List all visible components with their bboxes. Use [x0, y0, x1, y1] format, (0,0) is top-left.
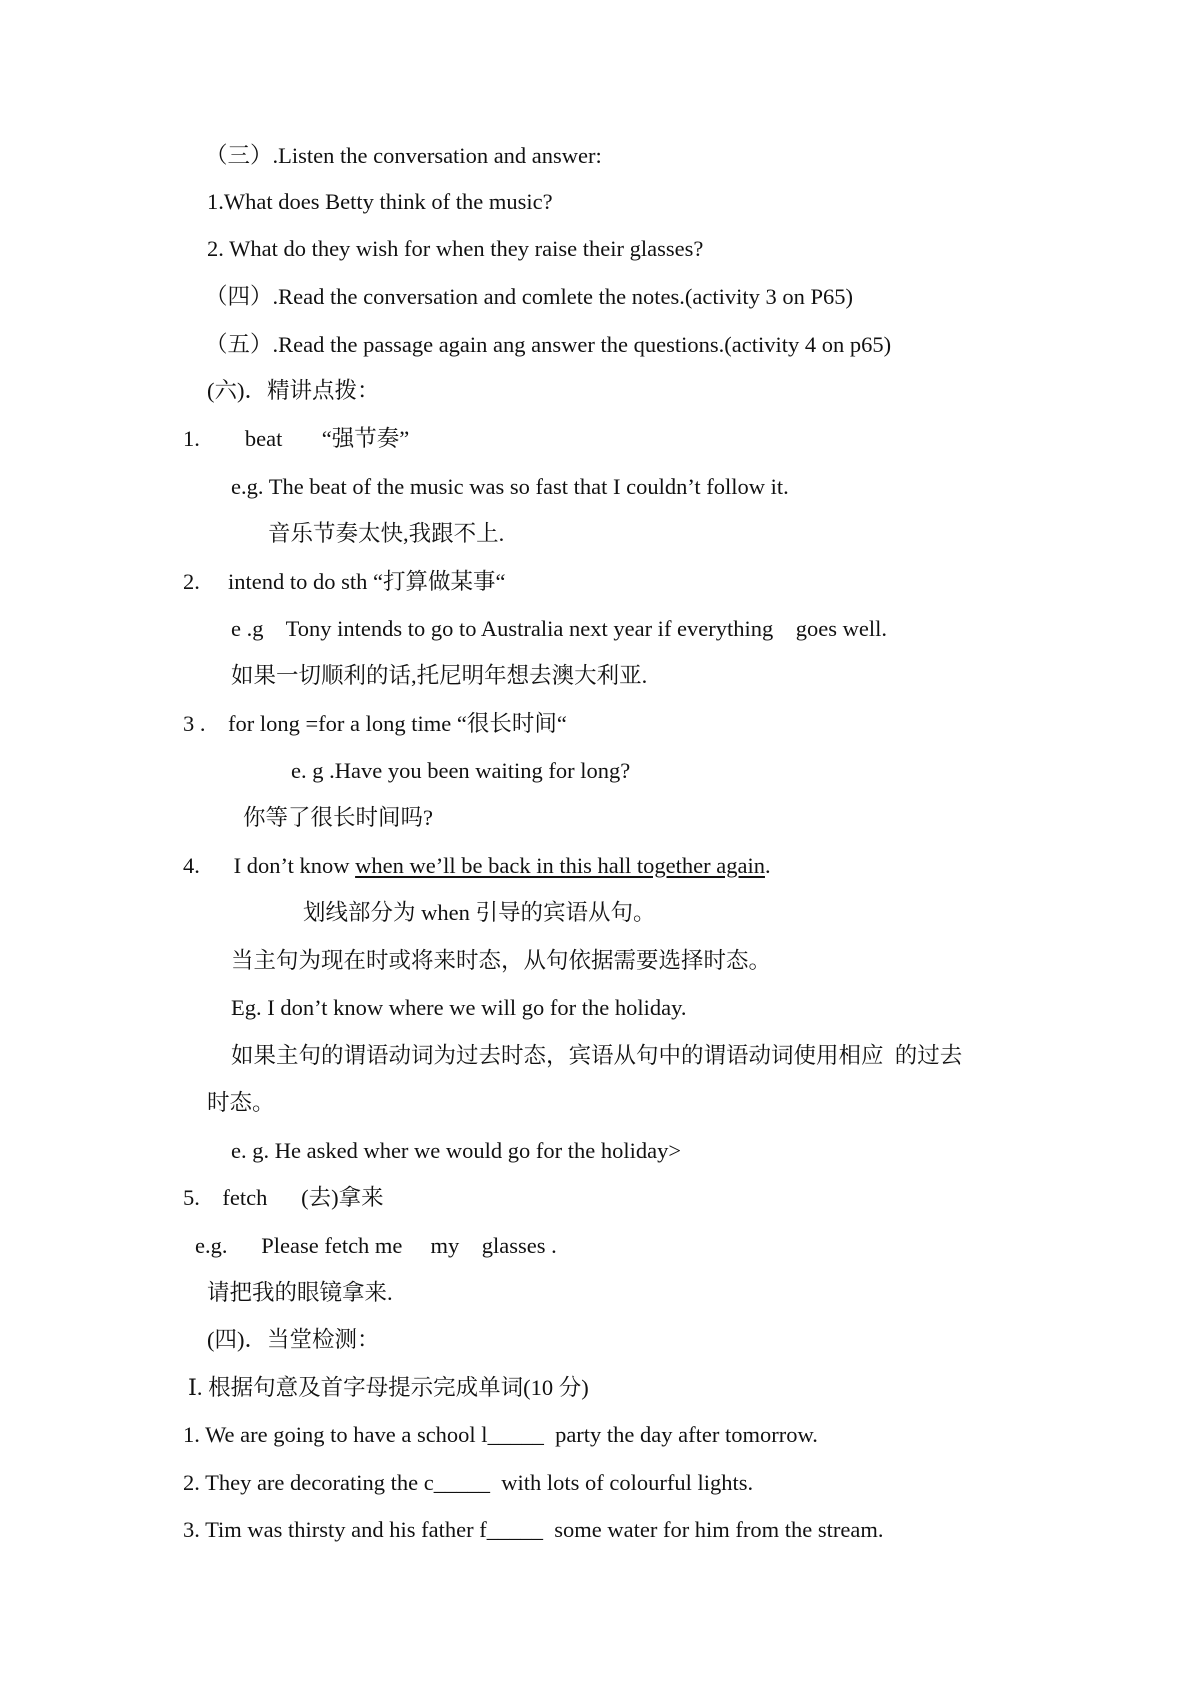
point-5-example: e.g. Please fetch me my glasses . [195, 1233, 557, 1258]
point-1-example: e.g. The beat of the music was so fast that I couldn’t follow it. [231, 474, 789, 499]
section-three-heading: （三）.Listen the conversation and answer: [205, 143, 602, 168]
point-4-rule-2: 如果主句的谓语动词为过去时态，宾语从句中的谓语动词使用相应 的过去 [231, 1043, 963, 1068]
point-4-suffix: . [764, 853, 771, 878]
point-2-intend: 2. intend to do sth “打算做某事“ [183, 569, 506, 594]
section-five-heading: （五）.Read the passage again ang answer the questions.(activity 4 on p65) [205, 332, 892, 357]
point-4-rule-1: 当主句为现在时或将来时态，从句依据需要选择时态。 [231, 948, 772, 973]
exercise-item-3: 3. Tim was thirsty and his father f_____ some water for him from the stream. [183, 1517, 884, 1542]
in-class-test-heading: (四)．当堂检测： [207, 1327, 380, 1352]
point-2-example: e .g Tony intends to go to Australia next year if everything goes well. [231, 616, 888, 641]
exercise-item-1: 1. We are going to have a school l_____ party the day after tomorrow. [183, 1422, 818, 1447]
point-3-for-long: 3 . for long =for a long time “很长时间“ [183, 711, 567, 736]
point-1-translation: 音乐节奏太快,我跟不上. [268, 521, 505, 546]
question-1: 1.What does Betty think of the music? [207, 189, 553, 214]
point-5-translation: 请把我的眼镜拿来. [207, 1280, 393, 1305]
section-six-heading: (六)．精讲点拨： [207, 378, 380, 403]
point-5-fetch: 5. fetch (去)拿来 [183, 1185, 384, 1210]
point-4-example-1: Eg. I don’t know where we will go for the holiday. [231, 995, 687, 1020]
point-3-translation: 你等了很长时间吗? [243, 805, 433, 830]
point-4-rule-2-continued: 时态。 [207, 1090, 275, 1115]
point-4-prefix: 4. I don’t know [183, 853, 356, 878]
exercise-item-2: 2. They are decorating the c_____ with lots of colourful lights. [183, 1470, 754, 1495]
section-four-heading: （四）.Read the conversation and comlete the notes.(activity 3 on P65) [205, 284, 853, 309]
point-1-beat: 1. beat “强节奏” [183, 426, 410, 451]
point-2-translation: 如果一切顺利的话,托尼明年想去澳大利亚. [231, 663, 648, 688]
point-3-example: e. g .Have you been waiting for long? [291, 758, 631, 783]
point-4-example-2: e. g. He asked wher we would go for the holiday> [231, 1138, 682, 1163]
point-4-underlined-clause: when we’ll be back in this hall together again [355, 853, 765, 878]
point-4-note: 划线部分为 when 引导的宾语从句。 [303, 900, 656, 925]
question-2: 2. What do they wish for when they raise their glasses? [207, 236, 704, 261]
point-4-sentence [183, 851, 771, 881]
exercise-1-heading: Ⅰ. 根据句意及首字母提示完成单词(10 分) [188, 1375, 589, 1400]
